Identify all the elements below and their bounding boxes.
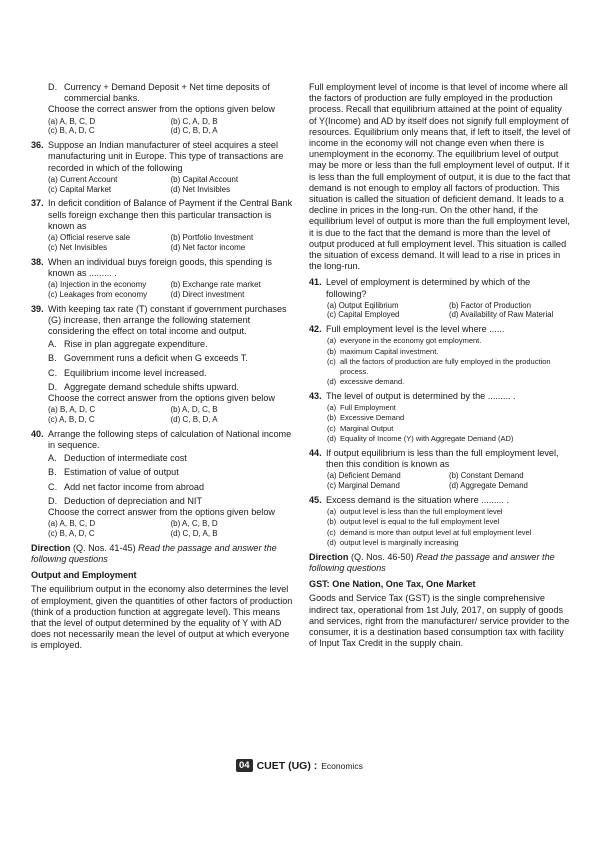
option-text: Excessive Demand: [340, 413, 405, 423]
option: (c) Marginal Demand: [327, 480, 400, 490]
question-38: [31, 257, 293, 279]
option: (b) Factor of Production: [449, 300, 531, 310]
option-letter: (d): [327, 434, 337, 444]
item-text: Estimation of value of output: [64, 467, 179, 478]
q40-item: [31, 482, 293, 493]
exam-name: CUET (UG) :: [256, 759, 318, 772]
option: (d) C, B, D, A: [170, 126, 218, 136]
direction-41-45: [31, 543, 293, 565]
item-letter: C.: [48, 367, 58, 378]
q45-option: [309, 528, 571, 538]
direction-range: (Q. Nos. 41-45): [70, 542, 139, 553]
item-text: Currency + Demand Deposit + Net time deposits of commercial banks.: [64, 82, 270, 104]
q35-options: [31, 117, 293, 137]
option: (c) Capital Market: [48, 184, 112, 194]
passage-heading: Output and Employment: [31, 570, 137, 581]
option: (b) Constant Demand: [449, 471, 524, 481]
direction-46-50: [309, 552, 571, 574]
question-37: [31, 198, 293, 232]
option: (d) C, D, A, B: [170, 529, 218, 539]
q42-option: [309, 377, 571, 387]
option: (d) Net Invisibles: [170, 184, 231, 194]
item-text: Deduction of depreciation and NIT: [64, 495, 203, 506]
question-text: In deficit condition of Balance of Payment if the Central Bank sells foreign exchange then this particular transaction is known as: [48, 198, 293, 231]
option-text: output level is marginally increasing: [340, 538, 459, 548]
item-letter: C.: [48, 481, 58, 492]
option-letter: (c): [327, 423, 336, 433]
question-39: [31, 304, 293, 338]
q39-choose: Choose the correct answer from the options given below: [48, 393, 275, 404]
option: (d) Net factor income: [170, 242, 246, 252]
q36-options: [31, 175, 293, 195]
item-text: Government runs a deficit when G exceeds T.: [64, 353, 248, 364]
item-letter: D.: [48, 495, 58, 506]
passage-heading: GST: One Nation, One Tax, One Market: [309, 579, 476, 590]
option: (b) A, C, B, D: [170, 519, 218, 529]
option: (c) Capital Employed: [327, 310, 400, 320]
q45-option: [309, 538, 571, 548]
option: (c) Leakages from economy: [48, 289, 148, 299]
q45-option: [309, 517, 571, 527]
option-letter: (b): [327, 517, 337, 527]
option: (b) C, A, D, B: [170, 116, 218, 126]
q45-option: [309, 507, 571, 517]
passage-paragraph: Full employment level of income is that level of income where all the factors of production are fully employed in the production process. Recall that equilibrium attained at the point of equality of Y(Income) and AD by itself does not signify full employment of resources. Equilibrium only means that, if left to itself, the level of income in the economy will not change even when there is unemployment in the economy. The equilibrium level of output may be more or less than the full employment level of output. If it is less than the full employment of output, it is due to the fact that demand is not enough to employ all factors of production. This situation is called the situation of deficient demand. It leads to a decline in prices in the long-run. On the other hand, if the equilibrium level of output is more than the full employment level, it is due to the fact that the demand is more than the level of output produced at full employment level. This situation is called the situation of excess demand. It will lead to a rise in prices in the long-run.: [309, 82, 571, 272]
option: (c) Net Invisibles: [48, 242, 108, 252]
q43-option: [309, 403, 571, 413]
right-column: [309, 82, 571, 649]
q40-choose: Choose the correct answer from the options given below: [48, 507, 275, 518]
question-number: 40.: [31, 428, 44, 439]
option-letter: (a): [327, 336, 337, 346]
q40-options: [31, 519, 293, 539]
question-number: 37.: [31, 198, 44, 209]
q40-item: [31, 496, 293, 507]
question-text: Level of employment is determined by which of the following?: [326, 277, 531, 299]
item-letter: A.: [48, 339, 57, 350]
option: (b) Exchange rate market: [170, 280, 261, 290]
question-number: 45.: [309, 494, 322, 505]
q39-item: [31, 353, 293, 364]
q39-item: [31, 368, 293, 379]
page-number: 04: [236, 759, 253, 772]
option: (d) Aggregate Demand: [449, 480, 528, 490]
option: (d) Direct investment: [170, 289, 245, 299]
option-letter: (d): [327, 377, 337, 387]
option-text: everyone in the economy got employment.: [340, 336, 482, 346]
q44-options: [309, 471, 571, 490]
q38-options: [31, 280, 293, 300]
q43-option: [309, 413, 571, 423]
q37-options: [31, 233, 293, 253]
item-letter: B.: [48, 467, 57, 478]
q42-option: [309, 347, 571, 357]
option: (b) A, D, C, B: [170, 405, 218, 415]
subject-name: Economics: [321, 760, 363, 771]
question-40: [31, 429, 293, 451]
question-43: [309, 391, 571, 402]
question-text: If output equilibrium is less than the full employment level, then this condition is known as: [326, 447, 559, 470]
option-letter: (a): [327, 402, 337, 412]
q40-item: [31, 453, 293, 464]
question-number: 42.: [309, 324, 322, 335]
option-text: excessive demand.: [340, 377, 405, 387]
left-column: [31, 82, 293, 652]
option: (b) Portfolio Investment: [170, 233, 254, 243]
item-text: Add net factor income from abroad: [64, 481, 205, 492]
option-text: Marginal Output: [340, 423, 394, 433]
q35-item-d: [31, 82, 293, 104]
question-text: Excess demand is the situation where ......... .: [326, 494, 509, 505]
question-text: Full employment level is the level where ......: [326, 324, 505, 335]
page-footer: [236, 759, 363, 772]
option: (a) Current Account: [48, 174, 118, 184]
question-text: Suppose an Indian manufacturer of steel acquires a steel manufacturing unit in Europe. This type of transactions are recorded in which of the following: [48, 140, 284, 173]
question-number: 39.: [31, 303, 44, 314]
option-text: output level is equal to the full employment level: [340, 517, 500, 527]
item-text: Deduction of intermediate cost: [64, 453, 187, 464]
option-letter: (a): [327, 506, 337, 516]
option-letter: (c): [327, 357, 336, 367]
option: (c) A, B, D, C: [48, 415, 95, 425]
q39-item: [31, 339, 293, 350]
question-number: 44.: [309, 447, 322, 458]
option-text: all the factors of production are fully employed in the production process.: [340, 357, 551, 376]
question-number: 38.: [31, 256, 44, 267]
option-letter: (b): [327, 346, 337, 356]
option: (a) A, B, C, D: [48, 519, 96, 529]
option-text: Full Employment: [340, 402, 396, 412]
q43-option: [309, 424, 571, 434]
option: (a) Output Eqilibrium: [327, 300, 399, 310]
question-text: The level of output is determined by the ......... .: [326, 390, 516, 401]
direction-text: Read the passage and answer the following questions: [31, 542, 277, 565]
question-text: Arrange the following steps of calculation of National income in sequence.: [48, 428, 292, 451]
q39-item: [31, 382, 293, 393]
option: (a) A, B, C, D: [48, 116, 96, 126]
item-letter: D.: [48, 82, 58, 92]
question-text: With keeping tax rate (T) constant if government purchases (G) increase, then arrange the following statement considering the effect on total income and output.: [48, 303, 287, 337]
question-number: 43.: [309, 390, 322, 401]
q42-option: [309, 357, 571, 376]
item-text: Aggregate demand schedule shifts upward.: [64, 381, 239, 392]
question-text: When an individual buys foreign goods, this spending is known as ......... .: [48, 256, 272, 278]
q43-option: [309, 434, 571, 444]
q41-options: [309, 301, 571, 320]
question-36: [31, 140, 293, 174]
direction-label: Direction: [309, 551, 349, 562]
option-letter: (d): [327, 538, 337, 548]
option: (a) Deficient Demand: [327, 471, 401, 481]
item-letter: B.: [48, 353, 57, 364]
option-letter: (c): [327, 527, 336, 537]
option-text: demand is more than output level at full employment level: [340, 527, 532, 537]
option: (a) B, A, D, C: [48, 405, 96, 415]
item-text: Equilibrium income level increased.: [64, 367, 207, 378]
q40-item: [31, 467, 293, 478]
question-45: [309, 495, 571, 506]
option: (d) Availability of Raw Material: [449, 310, 554, 320]
q42-option: [309, 336, 571, 346]
direction-text: Read the passage and answer the following questions: [309, 551, 555, 573]
option: (a) Injection in the economy: [48, 280, 147, 290]
q35-choose: Choose the correct answer from the options given below: [48, 104, 275, 115]
direction-label: Direction: [31, 542, 71, 553]
question-44: [309, 448, 571, 470]
option: (b) Capital Account: [170, 174, 239, 184]
question-42: [309, 324, 571, 335]
direction-range: (Q. Nos. 46-50): [348, 551, 417, 562]
q39-options: [31, 405, 293, 425]
passage-paragraph: The equilibrium output in the economy also determines the level of employment, given the quantities of other factors of production (think of a production function at aggregate level). This means that the level of output determined by the equality of Y with AD does not necessarily mean the level of output at which everyone is employed.: [31, 584, 293, 651]
option: (a) Official reserve sale: [48, 233, 131, 243]
option-text: output level is less than the full employment level: [340, 506, 503, 516]
option: (d) C, B, D, A: [170, 415, 218, 425]
option-letter: (b): [327, 413, 337, 423]
question-number: 41.: [309, 277, 322, 288]
item-letter: A.: [48, 453, 57, 464]
question-number: 36.: [31, 140, 44, 151]
item-text: Rise in plan aggregate expenditure.: [64, 339, 208, 350]
question-41: [309, 277, 571, 299]
option-text: maximum Capital investment.: [340, 346, 439, 356]
option: (c) B, A, D, C: [48, 529, 95, 539]
option: (c) B, A, D, C: [48, 126, 95, 136]
passage-paragraph: Goods and Service Tax (GST) is the single comprehensive indirect tax, operational from 1st July, 2017, on supply of goods and services, right from the manufacturer/ service provider to the consumer, it is a destination based consumption tax with facility of Input Tax Credit in the supply chain.: [309, 593, 570, 649]
option-text: Equality of Income (Y) with Aggregate Demand (AD): [340, 434, 514, 444]
item-letter: D.: [48, 381, 58, 392]
